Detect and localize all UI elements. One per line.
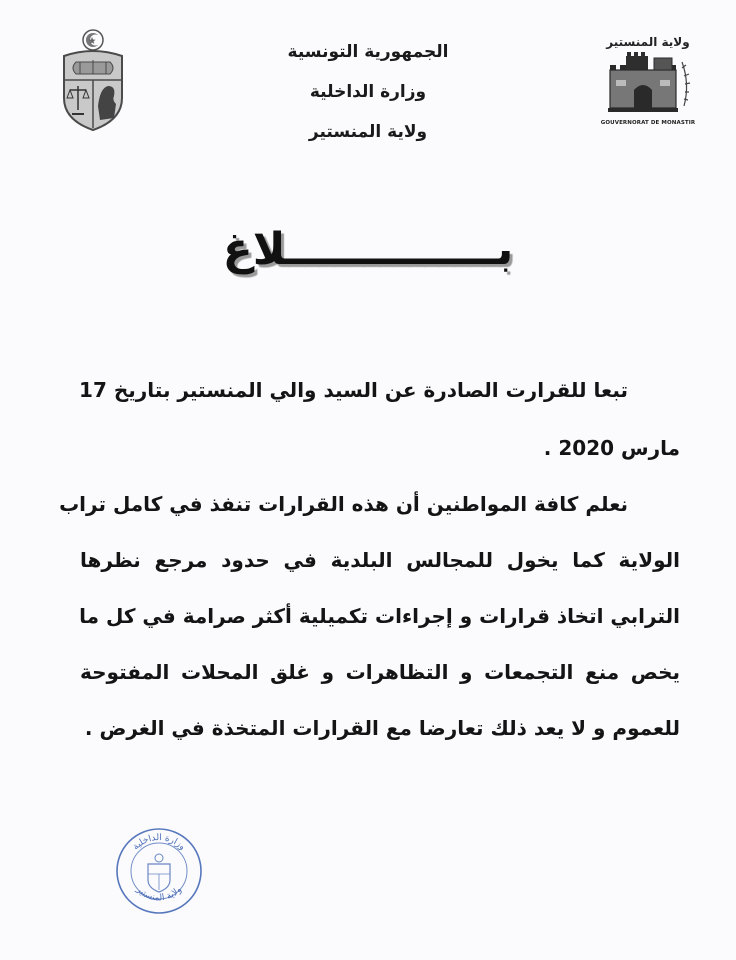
body-line: الولاية كما يخول للمجالس البلدية في حدود مرجع نظرها <box>80 548 680 572</box>
stamp-bottom-text: ولاية المنستير <box>134 884 184 904</box>
body-line: نعلم كافة المواطنين أن هذه القرارات تنفذ في كامل تراب <box>59 492 628 516</box>
republic-name: الجمهورية التونسية <box>287 42 449 62</box>
body-line: تبعا للقرارت الصادرة عن السيد والي المنستير بتاريخ 17 <box>79 378 628 402</box>
governorate-logo <box>598 28 698 130</box>
body-line: مارس 2020 . <box>543 436 680 460</box>
svg-text:وزارة الداخلية <box>131 833 187 852</box>
stamp-emblem-icon <box>148 854 170 892</box>
logo-caption: GOUVERNORAT DE MONASTIR <box>600 120 696 126</box>
fortress-icon <box>598 28 698 120</box>
notice-body <box>59 368 680 750</box>
body-line: الترابي اتخاذ قرارات و إجراءات تكميلية أكثر صرامة في كل ما <box>79 604 680 628</box>
document-header <box>218 32 518 152</box>
ministry-stamp <box>114 826 204 916</box>
body-line: للعموم و لا يعد ذلك تعارضا مع القرارات المتخذة في الغرض . <box>84 716 680 740</box>
body-line: يخص منع التجمعات و التظاهرات و غلق المحلات المفتوحة <box>80 660 680 684</box>
logo-arabic-text: ولاية المنستير <box>606 35 690 49</box>
stamp-top-text: وزارة الداخلية <box>131 832 187 853</box>
ministry-name: وزارة الداخلية <box>309 82 427 102</box>
coat-of-arms-emblem <box>56 28 130 132</box>
governorate-name: ولاية المنستير <box>308 122 428 142</box>
notice-title: بــــــــــــــلاغ <box>222 224 514 275</box>
